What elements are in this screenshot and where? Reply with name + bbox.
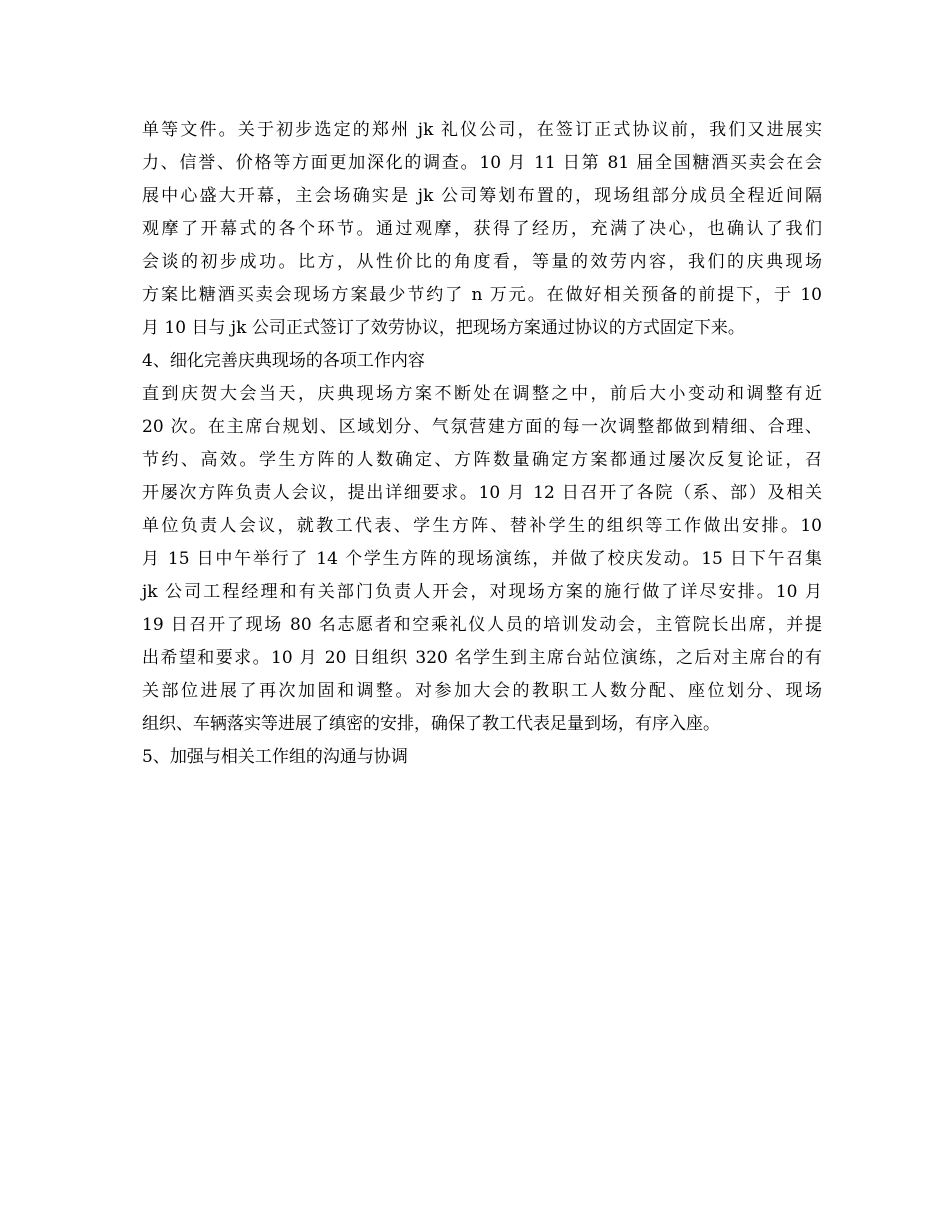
body-line-19: 组织、车辆落实等进展了缜密的安排，确保了教工代表足量到场，有序入座。 xyxy=(142,714,720,734)
body-line-14: 月 15 日中午举行了 14 个学生方阵的现场演练，并做了校庆发动。15 日下午召集 xyxy=(142,549,822,569)
body-line-16: 19 日召开了现场 80 名志愿者和空乘礼仪人员的培训发动会，主管院长出席，并提 xyxy=(142,615,822,635)
body-line-11: 节约、高效。学生方阵的人数确定、方阵数量确定方案都通过屡次反复论证，召 xyxy=(142,450,822,470)
section-heading-5: 5、加强与相关工作组的沟通与协调 xyxy=(142,747,408,767)
body-line-17: 出希望和要求。10 月 20 日组织 320 名学生到主席台站位演练，之后对主席台的有 xyxy=(142,648,822,668)
body-line-2: 力、信誉、价格等方面更加深化的调查。10 月 11 日第 81 届全国糖酒买卖会在会 xyxy=(142,153,822,173)
body-line-12: 开屡次方阵负责人会议，提出详细要求。10 月 12 日召开了各院（系、部）及相关 xyxy=(142,483,822,503)
body-line-15: jk 公司工程经理和有关部门负责人开会，对现场方案的施行做了详尽安排。10 月 xyxy=(142,582,822,602)
body-line-6: 方案比糖酒买卖会现场方案最少节约了 n 万元。在做好相关预备的前提下，于 10 xyxy=(142,285,822,305)
body-line-9: 直到庆贺大会当天，庆典现场方案不断处在调整之中，前后大小变动和调整有近 xyxy=(142,384,822,404)
body-line-5: 会谈的初步成功。比方，从性价比的角度看，等量的效劳内容，我们的庆典现场 xyxy=(142,252,822,272)
body-line-1: 单等文件。关于初步选定的郑州 jk 礼仪公司，在签订正式协议前，我们又进展实 xyxy=(142,120,822,140)
body-line-4: 观摩了开幕式的各个环节。通过观摩，获得了经历，充满了决心，也确认了我们 xyxy=(142,219,822,239)
section-heading-4: 4、细化完善庆典现场的各项工作内容 xyxy=(142,351,425,371)
document-body xyxy=(142,114,822,774)
body-line-3: 展中心盛大开幕，主会场确实是 jk 公司筹划布置的，现场组部分成员全程近间隔 xyxy=(142,186,822,206)
body-line-10: 20 次。在主席台规划、区域划分、气氛营建方面的每一次调整都做到精细、合理、 xyxy=(142,417,822,437)
body-line-18: 关部位进展了再次加固和调整。对参加大会的教职工人数分配、座位划分、现场 xyxy=(142,681,822,701)
body-line-7: 月 10 日与 jk 公司正式签订了效劳协议，把现场方案通过协议的方式固定下来。 xyxy=(142,318,745,338)
body-line-13: 单位负责人会议，就教工代表、学生方阵、替补学生的组织等工作做出安排。10 xyxy=(142,516,822,536)
